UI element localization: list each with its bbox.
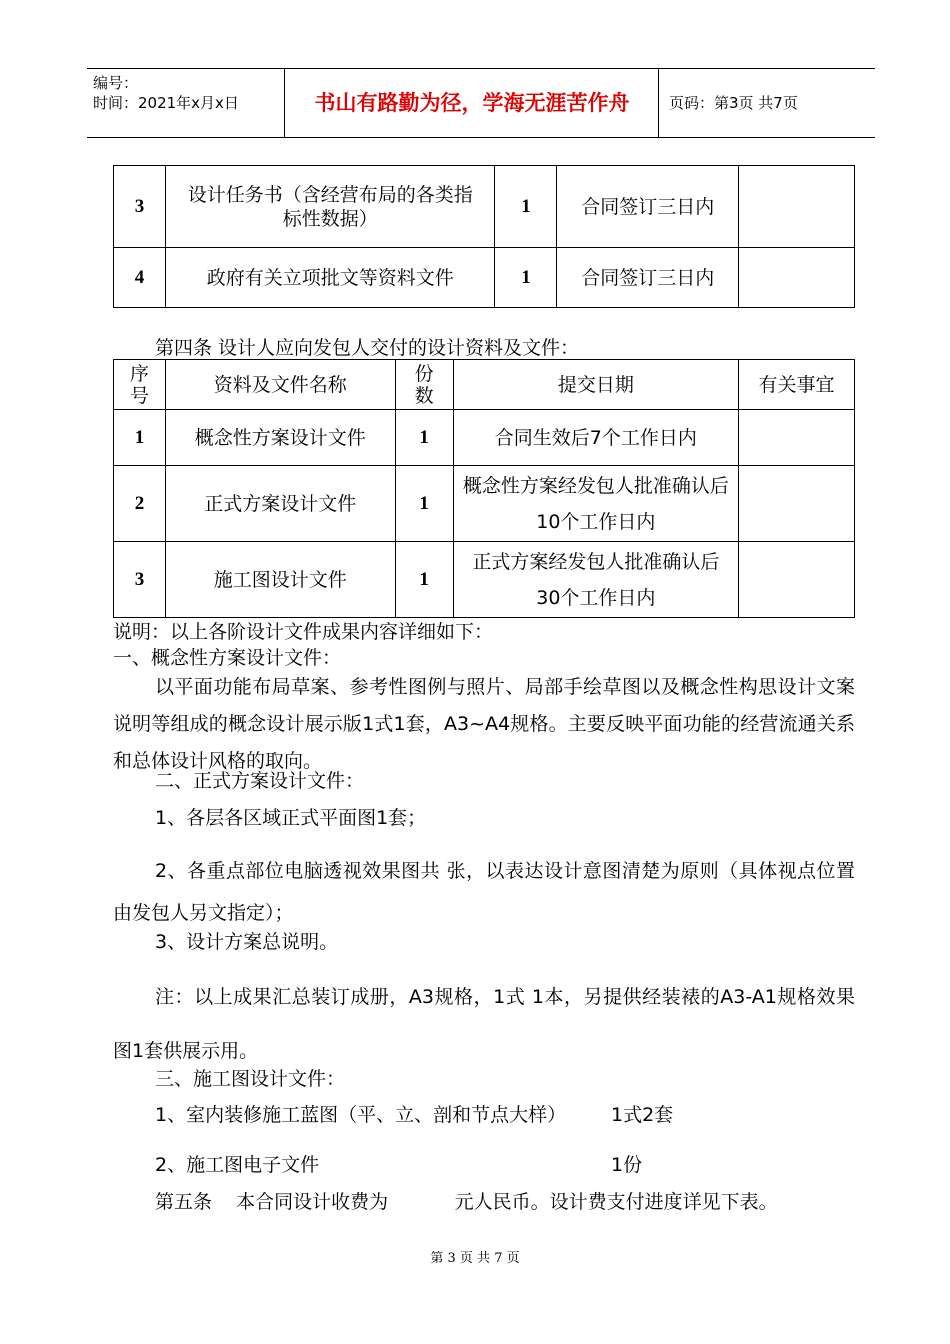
note-intro: 说明：以上各阶设计文件成果内容详细如下： — [113, 621, 494, 643]
row-no: 1 — [114, 410, 166, 466]
section2-item2: 2、各重点部位电脑透视效果图共 张，以表达设计意图清楚为原则（具体视点位置由发包人另文指定）； — [113, 860, 855, 924]
header-note: 有关事宜 — [739, 360, 855, 410]
row-no: 2 — [114, 466, 166, 542]
table-row — [114, 466, 855, 542]
row-date: 合同签订三日内 — [557, 166, 739, 248]
table-row — [114, 542, 855, 618]
section3-item1: 1、室内装修施工蓝图（平、立、剖和节点大样） — [155, 1104, 567, 1126]
header-motto: 书山有路勤为径，学海无涯苦作舟 — [286, 69, 659, 137]
section1-title: 一、概念性方案设计文件： — [113, 647, 342, 669]
serial-label: 编号： — [93, 74, 139, 92]
section3-title: 三、施工图设计文件： — [155, 1068, 346, 1090]
deliverables-table — [113, 359, 855, 618]
table-row — [114, 410, 855, 466]
header-page-label: 页码：第3页 共7页 — [669, 94, 798, 112]
row-copies: 1 — [395, 542, 453, 618]
section3-item1-qty: 1式2套 — [611, 1104, 674, 1126]
article5: 第五条 本合同设计收费为 元人民币。设计费支付进度详见下表。 — [155, 1191, 778, 1213]
header-name: 资料及文件名称 — [165, 360, 395, 410]
row-note — [739, 410, 855, 466]
row-copies: 1 — [495, 248, 557, 308]
section2-item1: 1、各层各区域正式平面图1套； — [155, 807, 427, 829]
page-footer: 第 3 页 共 7 页 — [430, 1251, 520, 1266]
input-materials-table — [113, 165, 855, 308]
row-copies: 1 — [495, 166, 557, 248]
header-meta — [87, 69, 285, 137]
section2-item3: 3、设计方案总说明。 — [155, 931, 339, 953]
section3-item2-qty: 1份 — [611, 1154, 643, 1176]
row-copies: 1 — [395, 410, 453, 466]
header-no: 序号 — [114, 360, 166, 410]
time-label: 时间：2021年x月x日 — [93, 94, 239, 112]
row-name: 施工图设计文件 — [165, 542, 395, 618]
row-date: 合同生效后7个工作日内 — [453, 410, 739, 466]
section2-title: 二、正式方案设计文件： — [155, 770, 365, 792]
section1-paragraph: 以平面功能布局草案、参考性图例与照片、局部手绘草图以及概念性构思设计文案说明等组成的概念设计展示版1式1套，A3~A4规格。主要反映平面功能的经营流通关系和总体设计风格的取向。 — [113, 676, 855, 772]
row-note — [739, 248, 855, 308]
row-no: 3 — [114, 166, 166, 248]
section3-item2: 2、施工图电子文件 — [155, 1154, 320, 1176]
row-note — [739, 466, 855, 542]
section2-note: 注：以上成果汇总装订成册，A3规格，1式 1本，另提供经装裱的A3-A1规格效果图1套供展示用。 — [113, 986, 855, 1062]
row-date: 合同签订三日内 — [557, 248, 739, 308]
row-note — [739, 542, 855, 618]
row-date: 正式方案经发包人批准确认后30个工作日内 — [453, 542, 739, 618]
header-date: 提交日期 — [453, 360, 739, 410]
article4-title: 第四条 设计人应向发包人交付的设计资料及文件： — [155, 337, 580, 359]
row-name: 正式方案设计文件 — [165, 466, 395, 542]
row-date: 概念性方案经发包人批准确认后10个工作日内 — [453, 466, 739, 542]
header-copies: 份数 — [395, 360, 453, 410]
row-name: 概念性方案设计文件 — [165, 410, 395, 466]
row-note — [739, 166, 855, 248]
row-no: 3 — [114, 542, 166, 618]
table-header-row — [114, 360, 855, 410]
row-no: 4 — [114, 248, 166, 308]
row-copies: 1 — [395, 466, 453, 542]
row-name: 设计任务书（含经营布局的各类指标性数据） — [165, 166, 495, 248]
table-row — [114, 248, 855, 308]
page-header — [87, 68, 875, 138]
row-name: 政府有关立项批文等资料文件 — [165, 248, 495, 308]
table-row — [114, 166, 855, 248]
